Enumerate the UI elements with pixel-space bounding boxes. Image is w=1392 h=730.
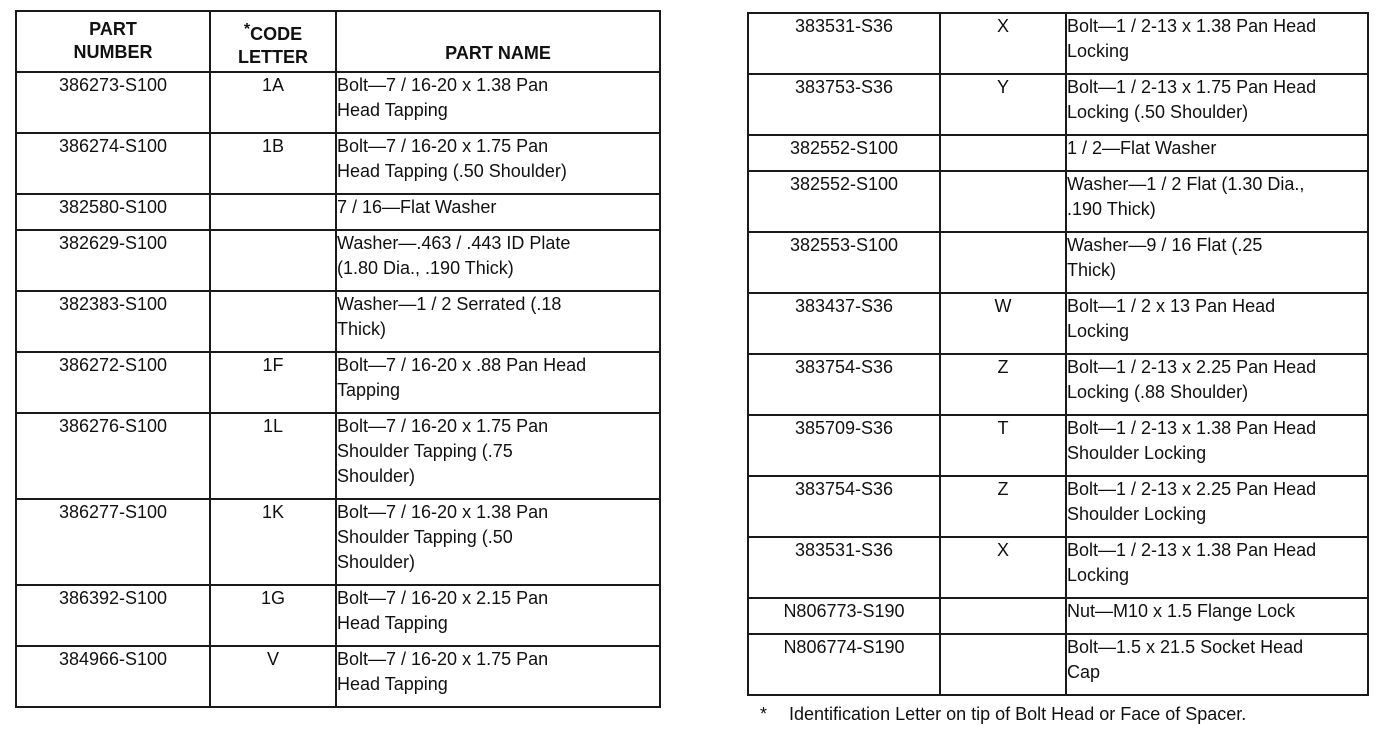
code-letter-cell: 1A [210, 72, 336, 133]
code-letter-cell: Y [940, 74, 1066, 135]
part-number-cell: 386272-S100 [16, 352, 210, 413]
part-name-line: Bolt—7 / 16-20 x 1.38 Pan [337, 502, 549, 522]
part-name-line: Bolt—1 / 2-13 x 2.25 Pan Head [1067, 357, 1317, 377]
part-name-cell [1066, 135, 1368, 171]
code-letter-cell [210, 291, 336, 352]
part-name-line: Bolt—1.5 x 21.5 Socket Head [1067, 637, 1304, 657]
code-letter-cell [210, 194, 336, 230]
table-row [16, 133, 660, 194]
part-name-line: Locking (.50 Shoulder) [1067, 102, 1249, 122]
part-name-cell [1066, 13, 1368, 74]
table-row [748, 537, 1368, 598]
part-number-cell: N806774-S190 [748, 634, 940, 695]
part-name-cell [1066, 293, 1368, 354]
table-row [748, 171, 1368, 232]
part-name-line: Bolt—1 / 2-13 x 1.38 Pan Head [1067, 540, 1317, 560]
part-name-line: Bolt—1 / 2-13 x 1.38 Pan Head [1067, 418, 1317, 438]
part-name-cell [336, 194, 660, 230]
table-header-row [16, 11, 660, 72]
code-letter-cell: X [940, 537, 1066, 598]
left-table-body [16, 72, 660, 707]
part-name-header: PART NAME [336, 11, 660, 72]
part-name-line: Bolt—1 / 2-13 x 1.38 Pan Head [1067, 16, 1317, 36]
part-name-line: Washer—1 / 2 Serrated (.18 [337, 294, 562, 314]
part-number-cell: 386276-S100 [16, 413, 210, 499]
part-number-cell: 383754-S36 [748, 476, 940, 537]
part-name-cell [336, 352, 660, 413]
part-name-cell [1066, 598, 1368, 634]
table-row [748, 476, 1368, 537]
part-name-line: Bolt—7 / 16-20 x 2.15 Pan [337, 588, 549, 608]
table-row [748, 598, 1368, 634]
part-name-line: Bolt—7 / 16-20 x .88 Pan Head [337, 355, 587, 375]
table-row [16, 72, 660, 133]
part-name-line: Shoulder Tapping (.75 [337, 441, 513, 461]
table-row [748, 415, 1368, 476]
part-name-line: .190 Thick) [1067, 199, 1156, 219]
part-number-cell: 386277-S100 [16, 499, 210, 585]
code-letter-cell: X [940, 13, 1066, 74]
part-name-line: Shoulder Tapping (.50 [337, 527, 513, 547]
part-name-line: Shoulder Locking [1067, 504, 1207, 524]
part-number-cell: 383437-S36 [748, 293, 940, 354]
part-name-line: Shoulder Locking [1067, 443, 1207, 463]
code-letter-cell: 1G [210, 585, 336, 646]
part-name-line: Head Tapping (.50 Shoulder) [337, 161, 567, 181]
right-parts-table [747, 12, 1369, 696]
part-name-line: Shoulder) [337, 552, 416, 572]
part-name-cell [1066, 537, 1368, 598]
part-name-cell [1066, 415, 1368, 476]
part-name-line: Bolt—7 / 16-20 x 1.75 Pan [337, 136, 549, 156]
code-letter-cell: 1F [210, 352, 336, 413]
part-name-cell [336, 585, 660, 646]
part-number-header [16, 11, 210, 72]
part-name-line: Shoulder) [337, 466, 416, 486]
part-number-cell: 383753-S36 [748, 74, 940, 135]
code-letter-cell: Z [940, 354, 1066, 415]
code-letter-cell [940, 232, 1066, 293]
code-letter-asterisk: * [243, 21, 251, 38]
code-letter-cell [940, 135, 1066, 171]
part-name-cell [336, 499, 660, 585]
code-letter-cell: W [940, 293, 1066, 354]
left-parts-table [15, 10, 661, 708]
code-letter-header-line1: CODE [250, 24, 303, 44]
part-name-cell [1066, 232, 1368, 293]
footnote-asterisk: * [760, 704, 768, 724]
part-name-line: Bolt—7 / 16-20 x 1.75 Pan [337, 649, 549, 669]
part-name-line: 1 / 2—Flat Washer [1067, 138, 1217, 158]
part-name-line: Head Tapping [337, 613, 448, 633]
part-number-cell: 383754-S36 [748, 354, 940, 415]
part-name-cell [336, 413, 660, 499]
part-name-line: Locking [1067, 565, 1130, 585]
part-number-header-line1: PART [89, 19, 137, 39]
part-number-cell: 384966-S100 [16, 646, 210, 707]
footnote [760, 704, 1246, 725]
part-name-cell [336, 230, 660, 291]
part-number-cell: 382553-S100 [748, 232, 940, 293]
part-name-line: (1.80 Dia., .190 Thick) [337, 258, 514, 278]
code-letter-cell: 1B [210, 133, 336, 194]
part-number-cell: 385709-S36 [748, 415, 940, 476]
part-number-cell: 382552-S100 [748, 135, 940, 171]
part-name-line: Washer—1 / 2 Flat (1.30 Dia., [1067, 174, 1305, 194]
table-row [16, 646, 660, 707]
part-number-cell: 386273-S100 [16, 72, 210, 133]
table-row [748, 634, 1368, 695]
table-row [16, 352, 660, 413]
table-row [16, 585, 660, 646]
code-letter-cell [210, 230, 336, 291]
table-row [16, 194, 660, 230]
code-letter-cell: V [210, 646, 336, 707]
part-name-line: Cap [1067, 662, 1101, 682]
table-row [748, 232, 1368, 293]
part-name-line: Head Tapping [337, 100, 448, 120]
part-name-line: Bolt—7 / 16-20 x 1.75 Pan [337, 416, 549, 436]
table-row [748, 74, 1368, 135]
part-name-line: Washer—9 / 16 Flat (.25 [1067, 235, 1263, 255]
part-name-line: Locking [1067, 41, 1130, 61]
part-name-cell [1066, 171, 1368, 232]
part-name-cell [336, 646, 660, 707]
part-name-cell [336, 291, 660, 352]
part-name-cell [1066, 354, 1368, 415]
code-letter-cell: 1K [210, 499, 336, 585]
code-letter-header-line2: LETTER [238, 47, 308, 67]
part-name-line: Head Tapping [337, 674, 448, 694]
part-number-cell: 383531-S36 [748, 13, 940, 74]
table-row [16, 291, 660, 352]
table-row [748, 293, 1368, 354]
part-number-cell: 382580-S100 [16, 194, 210, 230]
table-row [748, 135, 1368, 171]
table-row [16, 499, 660, 585]
table-row [748, 354, 1368, 415]
code-letter-cell [940, 171, 1066, 232]
part-name-line: Bolt—1 / 2-13 x 1.75 Pan Head [1067, 77, 1317, 97]
table-row [16, 230, 660, 291]
table-row [16, 413, 660, 499]
part-name-line: Thick) [337, 319, 386, 339]
part-name-line: 7 / 16—Flat Washer [337, 197, 497, 217]
code-letter-cell: Z [940, 476, 1066, 537]
code-letter-cell [940, 634, 1066, 695]
part-name-line: Bolt—1 / 2 x 13 Pan Head [1067, 296, 1276, 316]
table-row [748, 13, 1368, 74]
part-name-line: Nut—M10 x 1.5 Flange Lock [1067, 601, 1296, 621]
part-name-line: Tapping [337, 380, 401, 400]
part-number-cell: 382629-S100 [16, 230, 210, 291]
part-name-cell [1066, 634, 1368, 695]
part-number-cell: 382552-S100 [748, 171, 940, 232]
part-number-cell: 386392-S100 [16, 585, 210, 646]
part-name-cell [336, 133, 660, 194]
part-name-line: Washer—.463 / .443 ID Plate [337, 233, 571, 253]
code-letter-header [210, 11, 336, 72]
code-letter-cell [940, 598, 1066, 634]
code-letter-cell: 1L [210, 413, 336, 499]
code-letter-cell: T [940, 415, 1066, 476]
right-table-body [748, 13, 1368, 695]
footnote-text: Identification Letter on tip of Bolt Head or Face of Spacer. [789, 704, 1247, 724]
part-name-cell [336, 72, 660, 133]
part-name-line: Locking [1067, 321, 1130, 341]
part-name-line: Bolt—7 / 16-20 x 1.38 Pan [337, 75, 549, 95]
part-name-cell [1066, 74, 1368, 135]
part-name-cell [1066, 476, 1368, 537]
part-number-cell: 383531-S36 [748, 537, 940, 598]
part-name-line: Thick) [1067, 260, 1116, 280]
part-name-line: Locking (.88 Shoulder) [1067, 382, 1249, 402]
part-number-cell: 382383-S100 [16, 291, 210, 352]
part-number-cell: 386274-S100 [16, 133, 210, 194]
part-number-header-line2: NUMBER [73, 42, 153, 62]
part-number-cell: N806773-S190 [748, 598, 940, 634]
part-name-line: Bolt—1 / 2-13 x 2.25 Pan Head [1067, 479, 1317, 499]
